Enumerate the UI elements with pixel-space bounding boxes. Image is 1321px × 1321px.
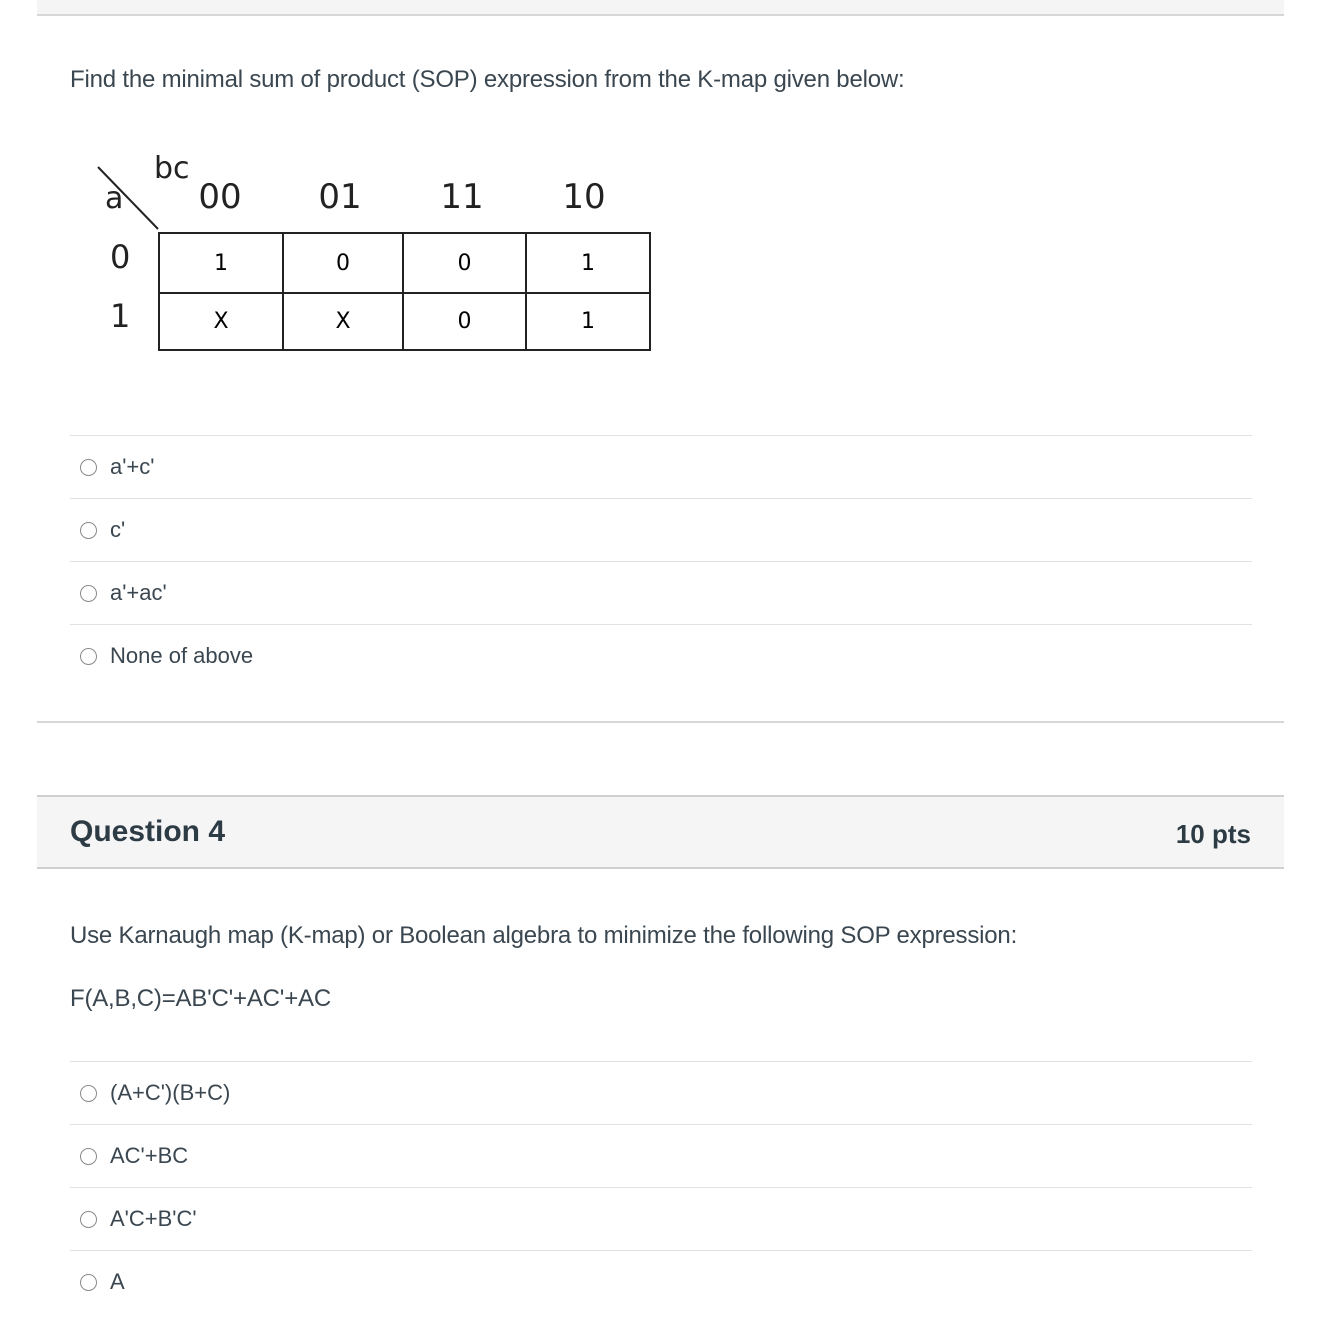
radio-button[interactable]: [80, 1085, 97, 1102]
question-4-header: [37, 795, 1284, 869]
kmap-row-variable: a: [105, 181, 124, 216]
question-title: Question 4: [70, 815, 226, 848]
answer-label: c': [110, 517, 126, 542]
kmap-grid: [158, 232, 651, 351]
question-3-header: [37, 0, 1284, 16]
kmap-col-label: 10: [562, 177, 606, 217]
kmap-col-label: 01: [318, 177, 362, 217]
question-points: 10 pts: [1175, 819, 1251, 849]
kmap-col-variable: bc: [154, 151, 190, 186]
radio-button[interactable]: [80, 648, 97, 665]
radio-button[interactable]: [80, 585, 97, 602]
question-4-options: [70, 1061, 1252, 1313]
kmap-cell: 0: [403, 293, 526, 350]
answer-option[interactable]: [70, 1250, 1252, 1313]
answer-label: a'+ac': [110, 580, 167, 605]
answer-option[interactable]: [70, 1124, 1252, 1187]
question-4-expression: F(A,B,C)=AB'C'+AC'+AC: [70, 985, 331, 1012]
radio-button[interactable]: [80, 1211, 97, 1228]
question-3-prompt: Find the minimal sum of product (SOP) expression from the K-map given below:: [70, 66, 905, 93]
kmap-row-label: 0: [110, 238, 131, 276]
answer-label: (A+C')(B+C): [110, 1080, 231, 1105]
answer-option[interactable]: [70, 624, 1252, 687]
radio-button[interactable]: [80, 1274, 97, 1291]
kmap-figure: [90, 145, 670, 365]
answer-option[interactable]: [70, 498, 1252, 561]
answer-label: None of above: [110, 643, 254, 668]
kmap-cell: 1: [159, 233, 283, 293]
radio-button[interactable]: [80, 522, 97, 539]
question-3-options: [70, 435, 1252, 687]
answer-label: A'C+B'C': [110, 1206, 197, 1231]
kmap-cell: 0: [403, 233, 526, 293]
question-4-prompt: Use Karnaugh map (K-map) or Boolean algebra to minimize the following SOP expression:: [70, 922, 1018, 949]
kmap-cell: X: [159, 293, 283, 350]
kmap-cell: 1: [526, 233, 650, 293]
kmap-cell: X: [283, 293, 403, 350]
radio-button[interactable]: [80, 459, 97, 476]
kmap-row-label: 1: [110, 297, 131, 335]
answer-label: A: [110, 1269, 125, 1294]
answer-option[interactable]: [70, 435, 1252, 498]
kmap-col-label: 11: [440, 177, 484, 217]
answer-option[interactable]: [70, 1187, 1252, 1250]
radio-button[interactable]: [80, 1148, 97, 1165]
kmap-col-label: 00: [198, 177, 242, 217]
answer-label: a'+c': [110, 454, 155, 479]
answer-label: AC'+BC: [110, 1143, 189, 1168]
kmap-cell: 0: [283, 233, 403, 293]
question-divider: [37, 721, 1284, 723]
answer-option[interactable]: [70, 1061, 1252, 1124]
kmap-cell: 1: [526, 293, 650, 350]
answer-option[interactable]: [70, 561, 1252, 624]
